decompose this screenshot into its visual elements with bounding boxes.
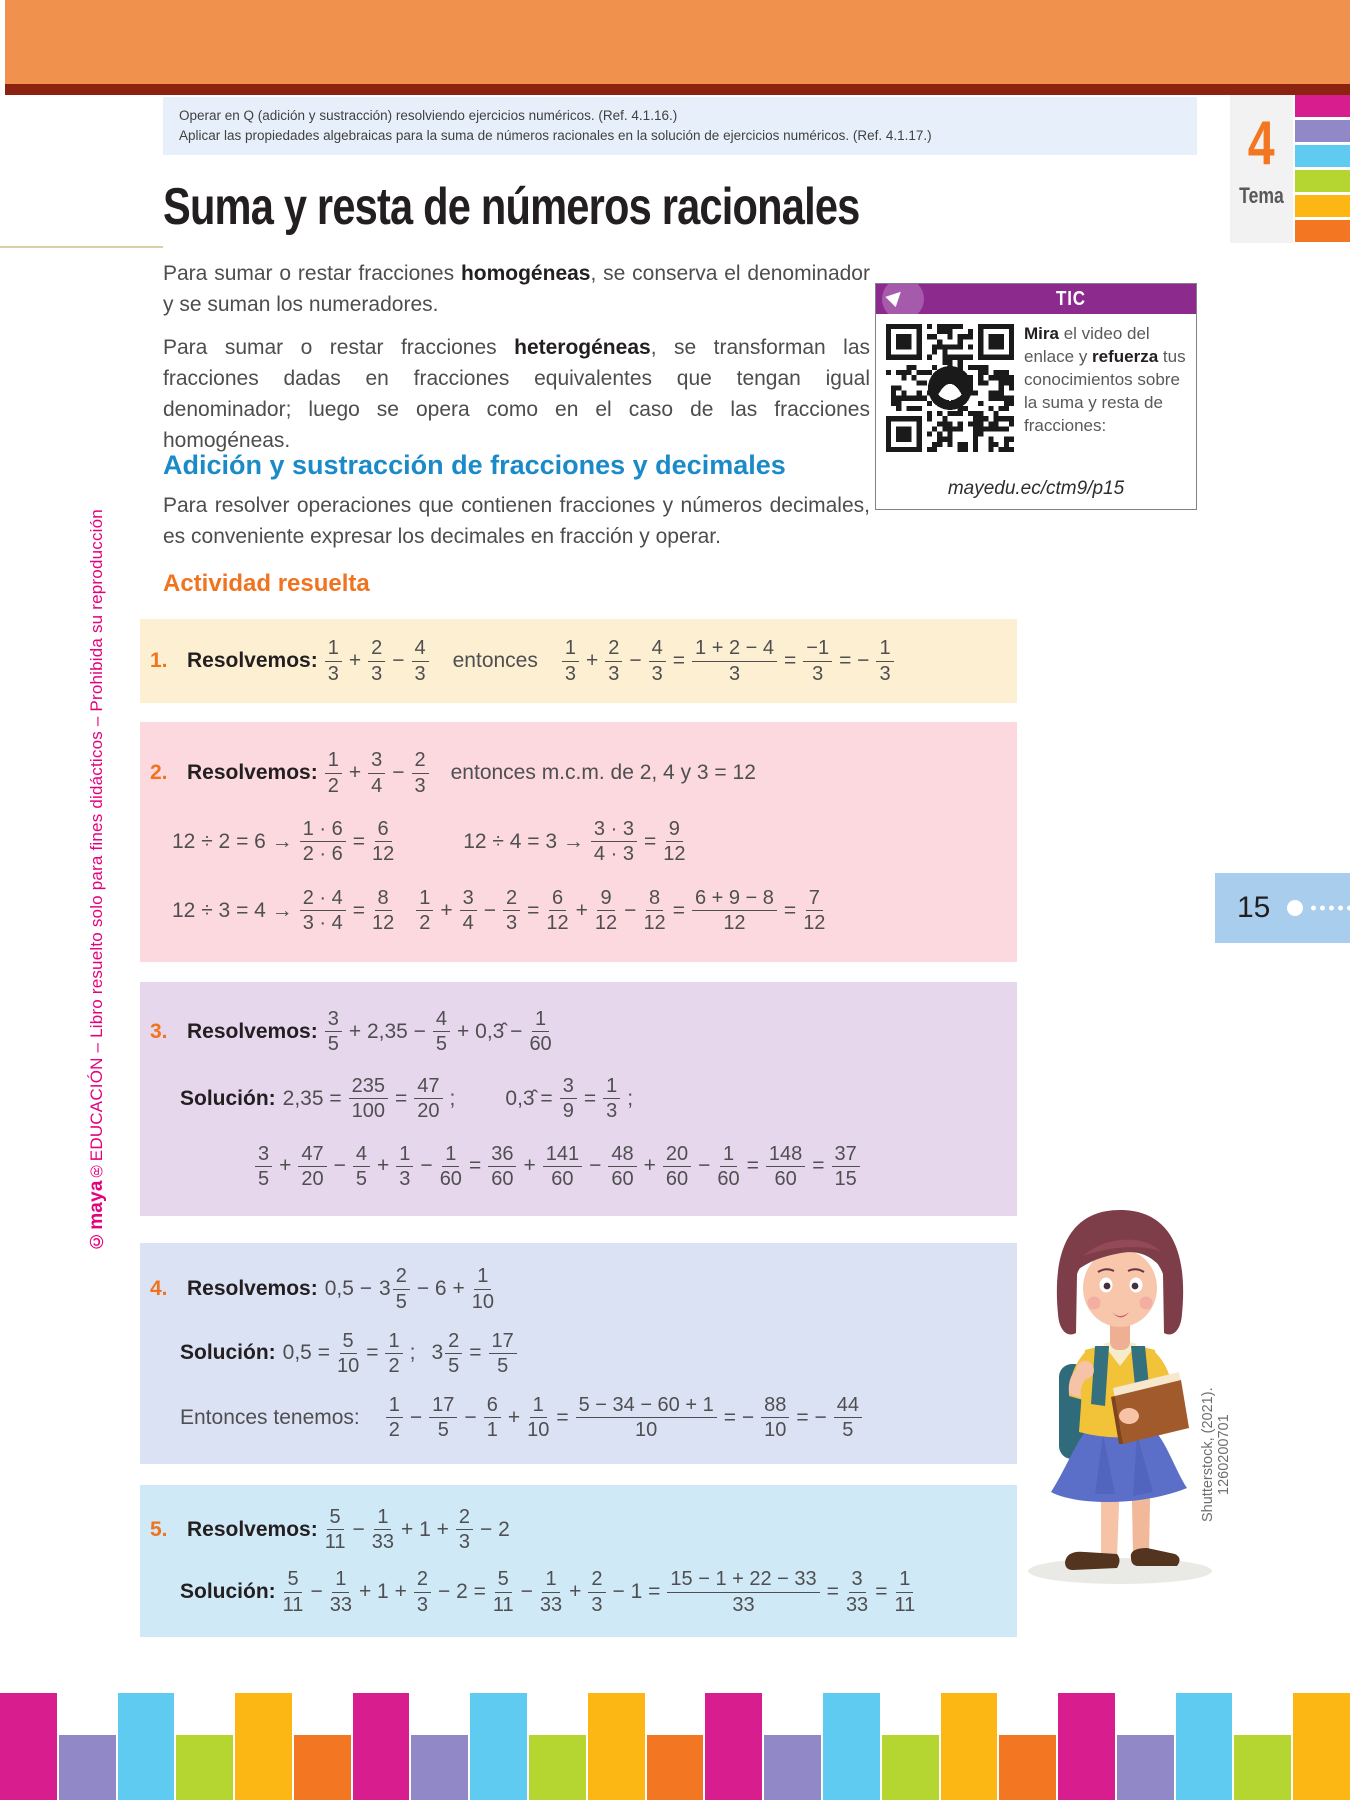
math-text: 12 ÷ 2 = 6 → [172, 829, 293, 853]
footer-stripe [470, 1693, 527, 1800]
tema-tab-color [1295, 170, 1350, 192]
footer-stripe [999, 1735, 1056, 1800]
fraction: $\frac{20}{60}$ [663, 1143, 691, 1191]
fraction: $\frac{148}{60}$ [766, 1143, 805, 1191]
tic-text: tus conocimientos sobre la suma y resta de fracciones: [1024, 347, 1186, 435]
activity-heading: Actividad resuelta [163, 570, 370, 597]
exercise-row [150, 1568, 1005, 1616]
exercise-row [150, 1265, 1005, 1313]
tema-tab-color [1295, 120, 1350, 142]
tema-tab-color [1295, 145, 1350, 167]
footer-stripe [294, 1735, 351, 1800]
footer-stripe [1176, 1693, 1233, 1800]
fraction: $\frac{47}{20}$ [298, 1143, 326, 1191]
fraction: $\frac{4}{5}$ [353, 1143, 370, 1191]
exercise-row [150, 1394, 1005, 1442]
footer-stripe [59, 1735, 116, 1800]
fraction: $\frac{2}{3}$ [503, 887, 520, 935]
fraction: $\frac{3}{33}$ [845, 1568, 869, 1616]
math-text: entonces m.c.m. de 2, 4 y 3 = 12 [450, 761, 756, 785]
footer-stripe [353, 1693, 410, 1800]
tic-header [876, 284, 1196, 314]
math-text: ; [409, 1341, 416, 1365]
fraction: $\frac{1 \cdot 6}{2 \cdot 6}$ [300, 818, 346, 866]
tic-link[interactable]: mayedu.ec/ctm9/p15 [947, 478, 1125, 499]
math-text: − [464, 1405, 477, 1429]
math-text: = [468, 1154, 482, 1178]
math-text: − 2 [480, 1517, 510, 1541]
fraction: $\frac{2 \cdot 4}{3 \cdot 4}$ [300, 887, 346, 935]
footer-stripe [235, 1693, 292, 1800]
mixed-number: 3 $\frac{2}{5}$ [379, 1265, 410, 1313]
math-text: = − [839, 649, 870, 672]
math-text: = [672, 898, 685, 922]
fraction: $\frac{3}{4}$ [460, 887, 477, 935]
fraction: $\frac{1}{2}$ [416, 887, 433, 935]
exercise-row [150, 1506, 1005, 1554]
math-text: entonces [452, 649, 538, 672]
math-text: + [523, 1154, 536, 1178]
math-text: = − [796, 1405, 827, 1429]
fraction: $\frac{9}{12}$ [663, 818, 686, 866]
fraction: $\frac{5}{11}$ [324, 1505, 346, 1554]
exercise-number: 5. [150, 1517, 168, 1541]
math-text: 0,5 = [282, 1341, 330, 1365]
math-text: + [575, 898, 588, 922]
intro-bold-term: heterogéneas [514, 336, 651, 359]
fraction: $\frac{2}{5}$ [445, 1330, 462, 1378]
tema-number: 4 [1248, 109, 1275, 178]
fraction: $\frac{9}{12}$ [594, 887, 618, 935]
fraction: $\frac{1}{2}$ [385, 1330, 402, 1378]
fraction: $\frac{37}{15}$ [832, 1143, 860, 1191]
math-text: + [643, 1154, 656, 1178]
tic-bold: Mira [1024, 324, 1059, 343]
math-text: − [333, 1154, 346, 1178]
fraction: $\frac{3}{5}$ [255, 1143, 272, 1191]
copyright-sidebar [86, 455, 124, 1305]
page-title: Suma y resta de números racionales [163, 178, 860, 236]
math-text: = − [723, 1405, 755, 1429]
fraction: $\frac{6}{12}$ [546, 887, 569, 935]
fraction: $\frac{2}{3}$ [605, 637, 622, 685]
math-text: − [520, 1580, 533, 1604]
footer-stripe [0, 1693, 57, 1800]
footer-stripe [1293, 1693, 1350, 1800]
fraction: $\frac{1}{60}$ [439, 1142, 462, 1190]
footer-stripe [1117, 1735, 1174, 1800]
footer-stripe [118, 1693, 175, 1800]
exercise-row [150, 818, 1005, 866]
exercise-box [140, 982, 1017, 1216]
image-credit: Shutterstock, (2021). 1260200701 [1200, 1387, 1232, 1523]
math-text: ; [627, 1086, 634, 1110]
fraction: $\frac{36}{60}$ [488, 1143, 516, 1191]
objective-line: Aplicar las propiedades algebraicas para la suma de números racionales en la solución de ejercicios numéricos. (Ref. 4.1.17.) [179, 128, 932, 143]
exercise-row [150, 749, 1005, 797]
footer-stripe [823, 1693, 880, 1800]
math-text: − [624, 898, 637, 922]
fraction: $\frac{4}{3}$ [412, 637, 429, 685]
math-text: = [875, 1580, 888, 1604]
math-text: − 1 = [612, 1580, 661, 1604]
fraction: $\frac{2}{3}$ [456, 1506, 473, 1554]
intro-bold-term: homogéneas [460, 262, 591, 285]
math-text: + [507, 1405, 521, 1429]
math-text: 12 ÷ 4 = 3 → [463, 829, 584, 853]
fraction: $\frac{3 \cdot 3}{4 \cdot 3}$ [591, 818, 637, 866]
exercise-label: Entonces tenemos: [180, 1405, 360, 1429]
math-text: − [392, 761, 405, 785]
top-orange-band [5, 0, 1350, 84]
math-text: − [352, 1517, 365, 1541]
footer-stripes [0, 1693, 1350, 1800]
math-text: = [556, 1405, 569, 1429]
math-text: = [583, 1086, 597, 1110]
fraction: $\frac{1}{3}$ [603, 1075, 620, 1123]
math-text: 0,5 − [324, 1277, 373, 1301]
fraction: $\frac{141}{60}$ [543, 1143, 582, 1191]
exercise-label: Solución: [180, 1580, 276, 1604]
math-text: = [826, 1580, 839, 1604]
math-text: = [366, 1341, 379, 1365]
exercise-box [140, 722, 1017, 962]
math-text: = [784, 649, 797, 672]
qr-code [886, 324, 1014, 452]
math-text: 2,35 = [282, 1086, 342, 1110]
math-text: + 1 + [358, 1580, 407, 1604]
math-text: + [348, 761, 362, 785]
fraction: $\frac{8}{12}$ [643, 887, 666, 935]
fraction: $\frac{2}{3}$ [414, 1568, 431, 1616]
math-text: = [643, 829, 657, 853]
exercise-row [150, 1075, 1005, 1123]
tema-tab-color [1295, 195, 1350, 217]
math-text: + 1 + [401, 1517, 449, 1541]
objective-line: Operar en Q (adición y sustracción) resolviendo ejercicios numéricos. (Ref. 4.1.16.) [179, 108, 678, 123]
fraction: $\frac{47}{20}$ [414, 1075, 442, 1123]
math-text: = [672, 649, 686, 672]
fraction: $\frac{2}{3}$ [412, 749, 429, 797]
intro-text: Para sumar o restar fracciones [163, 336, 515, 359]
fraction: $\frac{2}{3}$ [368, 637, 385, 685]
footer-stripe [588, 1693, 645, 1800]
footer-stripe [1234, 1735, 1291, 1800]
math-text: + [348, 649, 362, 672]
tic-bold: refuerza [1092, 347, 1159, 366]
math-text: − [589, 1154, 602, 1178]
tema-color-tabs [1295, 95, 1350, 245]
math-text: = [746, 1154, 759, 1178]
footer-stripe [1058, 1693, 1115, 1800]
section-heading: Adición y sustracción de fracciones y decimales [163, 450, 786, 480]
fraction: $\frac{8}{12}$ [371, 887, 395, 935]
math-text: + 2,35 − [348, 1019, 426, 1043]
intro-text: Para sumar o restar fracciones [163, 262, 461, 285]
math-text: − [698, 1154, 711, 1178]
intro-paragraph-1 [163, 258, 870, 320]
student-girl-illustration [1025, 1122, 1215, 1592]
title-rule [0, 246, 163, 248]
tic-label: TIC [1056, 288, 1086, 310]
math-text: = [352, 829, 365, 853]
math-text: − [310, 1580, 323, 1604]
exercise-number: 1. [150, 649, 168, 672]
fraction: $\frac{1}{3}$ [562, 637, 579, 685]
math-text: − [409, 1405, 423, 1429]
fraction: $\frac{5 - 34 - 60 + 1}{10}$ [576, 1394, 717, 1442]
fraction: $\frac{2}{5}$ [393, 1265, 410, 1313]
fraction: $\frac{6}{1}$ [484, 1394, 501, 1442]
fraction: $\frac{5}{10}$ [336, 1329, 360, 1377]
exercise-row [150, 887, 1005, 935]
tic-description [1024, 322, 1190, 437]
dot-ornament [1287, 900, 1303, 916]
copyright-text: ®EDUCACIÓN – Libro resuelto solo para fines didácticos – Prohibida su reproducción [87, 509, 106, 1181]
intro-paragraphs [163, 258, 870, 468]
footer-stripe [941, 1693, 998, 1800]
footer-stripe [705, 1693, 762, 1800]
tic-text: el video del enlace y [1024, 324, 1150, 366]
exercise-box [140, 619, 1017, 703]
cursor-icon: ▶ [882, 284, 908, 310]
tema-tab-color [1295, 220, 1350, 242]
fraction: $\frac{88}{10}$ [761, 1394, 789, 1442]
exercise-row [150, 1008, 1005, 1056]
math-text: + [569, 1580, 582, 1604]
fraction: $\frac{44}{5}$ [834, 1394, 862, 1442]
math-text: = [352, 898, 365, 922]
math-text: = [469, 1341, 482, 1365]
fraction: $\frac{2}{3}$ [588, 1568, 605, 1616]
exercise-number: 2. [150, 761, 168, 785]
math-text: + [279, 1154, 292, 1178]
dotted-line [1309, 905, 1350, 911]
exercise-row [150, 1330, 1005, 1378]
intro-text: , se conserva el denominador y se suman los numeradores. [163, 262, 870, 316]
fraction: $\frac{3}{4}$ [368, 749, 385, 797]
fraction: $\frac{1}{3}$ [876, 637, 893, 685]
math-text: 0,3̂ = [505, 1086, 553, 1110]
tema-badge [1230, 95, 1293, 243]
math-text: + [377, 1154, 390, 1178]
footer-stripe [529, 1735, 586, 1800]
fraction: $\frac{1}{33}$ [329, 1568, 352, 1616]
fraction: $\frac{1}{3}$ [325, 637, 342, 685]
fraction: $\frac{6}{12}$ [371, 818, 395, 866]
fraction: $\frac{1 + 2 - 4}{3}$ [692, 637, 777, 685]
fraction: $\frac{1}{33}$ [539, 1568, 563, 1616]
fraction: $\frac{1}{10}$ [527, 1393, 550, 1442]
exercise-number: 4. [150, 1277, 168, 1301]
fraction: $\frac{5}{11}$ [282, 1568, 304, 1616]
math-text: = [395, 1086, 408, 1110]
fraction: $\frac{17}{5}$ [489, 1330, 517, 1378]
math-text: + [585, 649, 599, 672]
fraction: $\frac{3}{9}$ [560, 1075, 577, 1123]
exercise-label: Resolvemos: [187, 1019, 318, 1043]
objectives-box [163, 97, 1197, 155]
math-text: = [812, 1154, 825, 1178]
math-text: − [392, 649, 405, 672]
fraction: $\frac{15 - 1 + 22 - 33}{33}$ [667, 1568, 819, 1616]
mixed-number: 3 $\frac{2}{5}$ [431, 1330, 462, 1378]
math-text: − 2 = [437, 1580, 486, 1604]
intro-paragraph-2 [163, 332, 870, 456]
exercise-box [140, 1485, 1017, 1637]
fraction: $\frac{4}{3}$ [649, 637, 666, 685]
exercise-label: Resolvemos: [187, 761, 318, 785]
math-text: − [420, 1154, 433, 1178]
fraction: $\frac{-1}{3}$ [803, 637, 832, 685]
math-text: − 6 + [416, 1277, 465, 1301]
math-text: − [629, 649, 642, 672]
exercise-label: Solución: [180, 1341, 276, 1365]
fraction: $\frac{235}{100}$ [349, 1075, 388, 1123]
exercise-row [150, 1143, 1005, 1191]
math-text: ; [449, 1086, 456, 1110]
footer-stripe [764, 1735, 821, 1800]
exercise-row [150, 637, 1005, 685]
math-text: + 0,3̂ − [457, 1019, 523, 1043]
tic-box [875, 283, 1197, 510]
fraction: $\frac{48}{60}$ [608, 1143, 636, 1191]
page-number: 15 [1237, 891, 1271, 924]
maya-logo: ©maya [86, 1180, 107, 1251]
footer-stripe [411, 1735, 468, 1800]
math-text: 12 ÷ 3 = 4 → [172, 898, 293, 922]
math-text: = [783, 898, 797, 922]
fraction: $\frac{17}{5}$ [429, 1394, 457, 1442]
section-paragraph: Para resolver operaciones que contienen fracciones y números decimales, es conveniente expresar los decimales en fracción y operar. [163, 494, 870, 548]
exercise-label: Resolvemos: [187, 1517, 318, 1541]
fraction: $\frac{1}{2}$ [325, 749, 342, 797]
fraction: $\frac{3}{5}$ [325, 1008, 342, 1056]
fraction: $\frac{1}{60}$ [717, 1142, 740, 1190]
tema-tab-color [1295, 95, 1350, 117]
fraction: $\frac{6 + 9 - 8}{12}$ [692, 887, 777, 935]
intro-text: , se transforman las fracciones dadas en fracciones equivalentes que tengan igual denominador; luego se opera como en el caso de las fracciones homogéneas. [163, 336, 870, 452]
math-text: = [527, 898, 540, 922]
fraction: $\frac{1}{10}$ [471, 1265, 494, 1313]
tema-label: Tema [1239, 183, 1284, 208]
footer-stripe [647, 1735, 704, 1800]
math-text: + [440, 898, 453, 922]
footer-stripe [176, 1735, 233, 1800]
footer-stripe [882, 1735, 939, 1800]
fraction: $\frac{1}{11}$ [894, 1568, 916, 1616]
fraction: $\frac{7}{12}$ [803, 887, 826, 935]
top-maroon-stripe [5, 84, 1350, 95]
math-text: − [483, 898, 497, 922]
fraction: $\frac{1}{3}$ [396, 1143, 413, 1191]
exercise-number: 3. [150, 1019, 168, 1043]
fraction: $\frac{1}{60}$ [529, 1007, 552, 1056]
exercise-label: Resolvemos: [187, 649, 318, 672]
fraction: $\frac{5}{11}$ [492, 1568, 514, 1616]
fraction: $\frac{1}{33}$ [371, 1505, 394, 1554]
page-number-tab [1215, 873, 1350, 943]
exercise-label: Solución: [180, 1086, 276, 1110]
exercise-box [140, 1243, 1017, 1464]
exercise-label: Resolvemos: [187, 1277, 318, 1301]
fraction: $\frac{1}{2}$ [386, 1394, 403, 1442]
fraction: $\frac{4}{5}$ [433, 1008, 450, 1056]
